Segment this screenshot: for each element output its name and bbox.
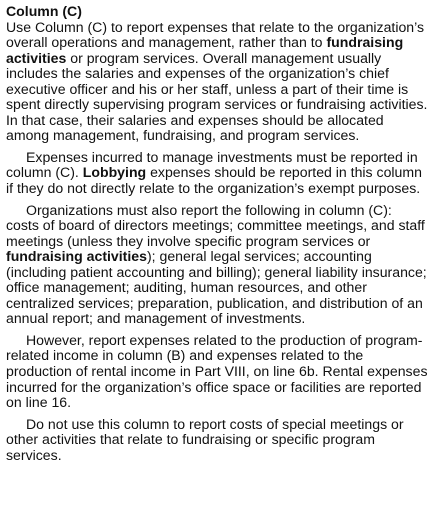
paragraph-2-text-2: expenses should be reported in this column if they do not directly relate to the organization’s exempt purposes. [6,164,422,197]
paragraph-3-text-2: ); general legal services; accounting (including patient accounting and billing); general liability insurance; office management; auditing, human resources, and other centralized services; preparation, publication, and distribution of an annual report; and management of investments. [6,248,427,327]
paragraph-1-text-2: or program services. Overall management usually includes the salaries and expenses of the organization’s chief executive officer and his or her staff, unless a part of their time is spent directly supervising program services or fundraising activities. In that case, their salaries and expenses should be allocated among management, fundraising, and program services. [6,49,428,144]
paragraph-4 [6,333,428,411]
paragraph-3 [6,203,428,327]
paragraph-2 [6,150,428,197]
paragraph-5-text-1: Do not use this column to report costs of special meetings or other activities that relate to fundraising or specific program services. [6,415,404,463]
paragraph-2-bold-lobbying: Lobbying [82,164,147,181]
paragraph-5 [6,417,428,464]
paragraph-2-text-1: Expenses incurred to manage investments must be reported in column (C). [6,148,418,181]
paragraph-3-text-1: Organizations must also report the following in column (C): costs of board of directors meetings; committee meetings, and staff meetings (unless they involve specific program services or [6,201,425,249]
paragraph-4-text-1: However, report expenses related to the production of program-related income in column (B) and expenses related to the production of rental income in Part VIII, on line 6b. Rental expenses incurred for the organization’s office space or facilities are reported on line 16. [6,331,428,411]
paragraph-3-bold-fundraising-activities: fundraising activities [6,248,147,265]
paragraph-1 [6,20,428,144]
paragraph-1-bold-fundraising-activities: fundraising activities [6,34,404,66]
paragraph-1-text-1: Use Column (C) to report expenses that relate to the organization’s overall operations and management, rather than to [6,18,425,51]
section-heading: Column (C) [6,3,82,19]
